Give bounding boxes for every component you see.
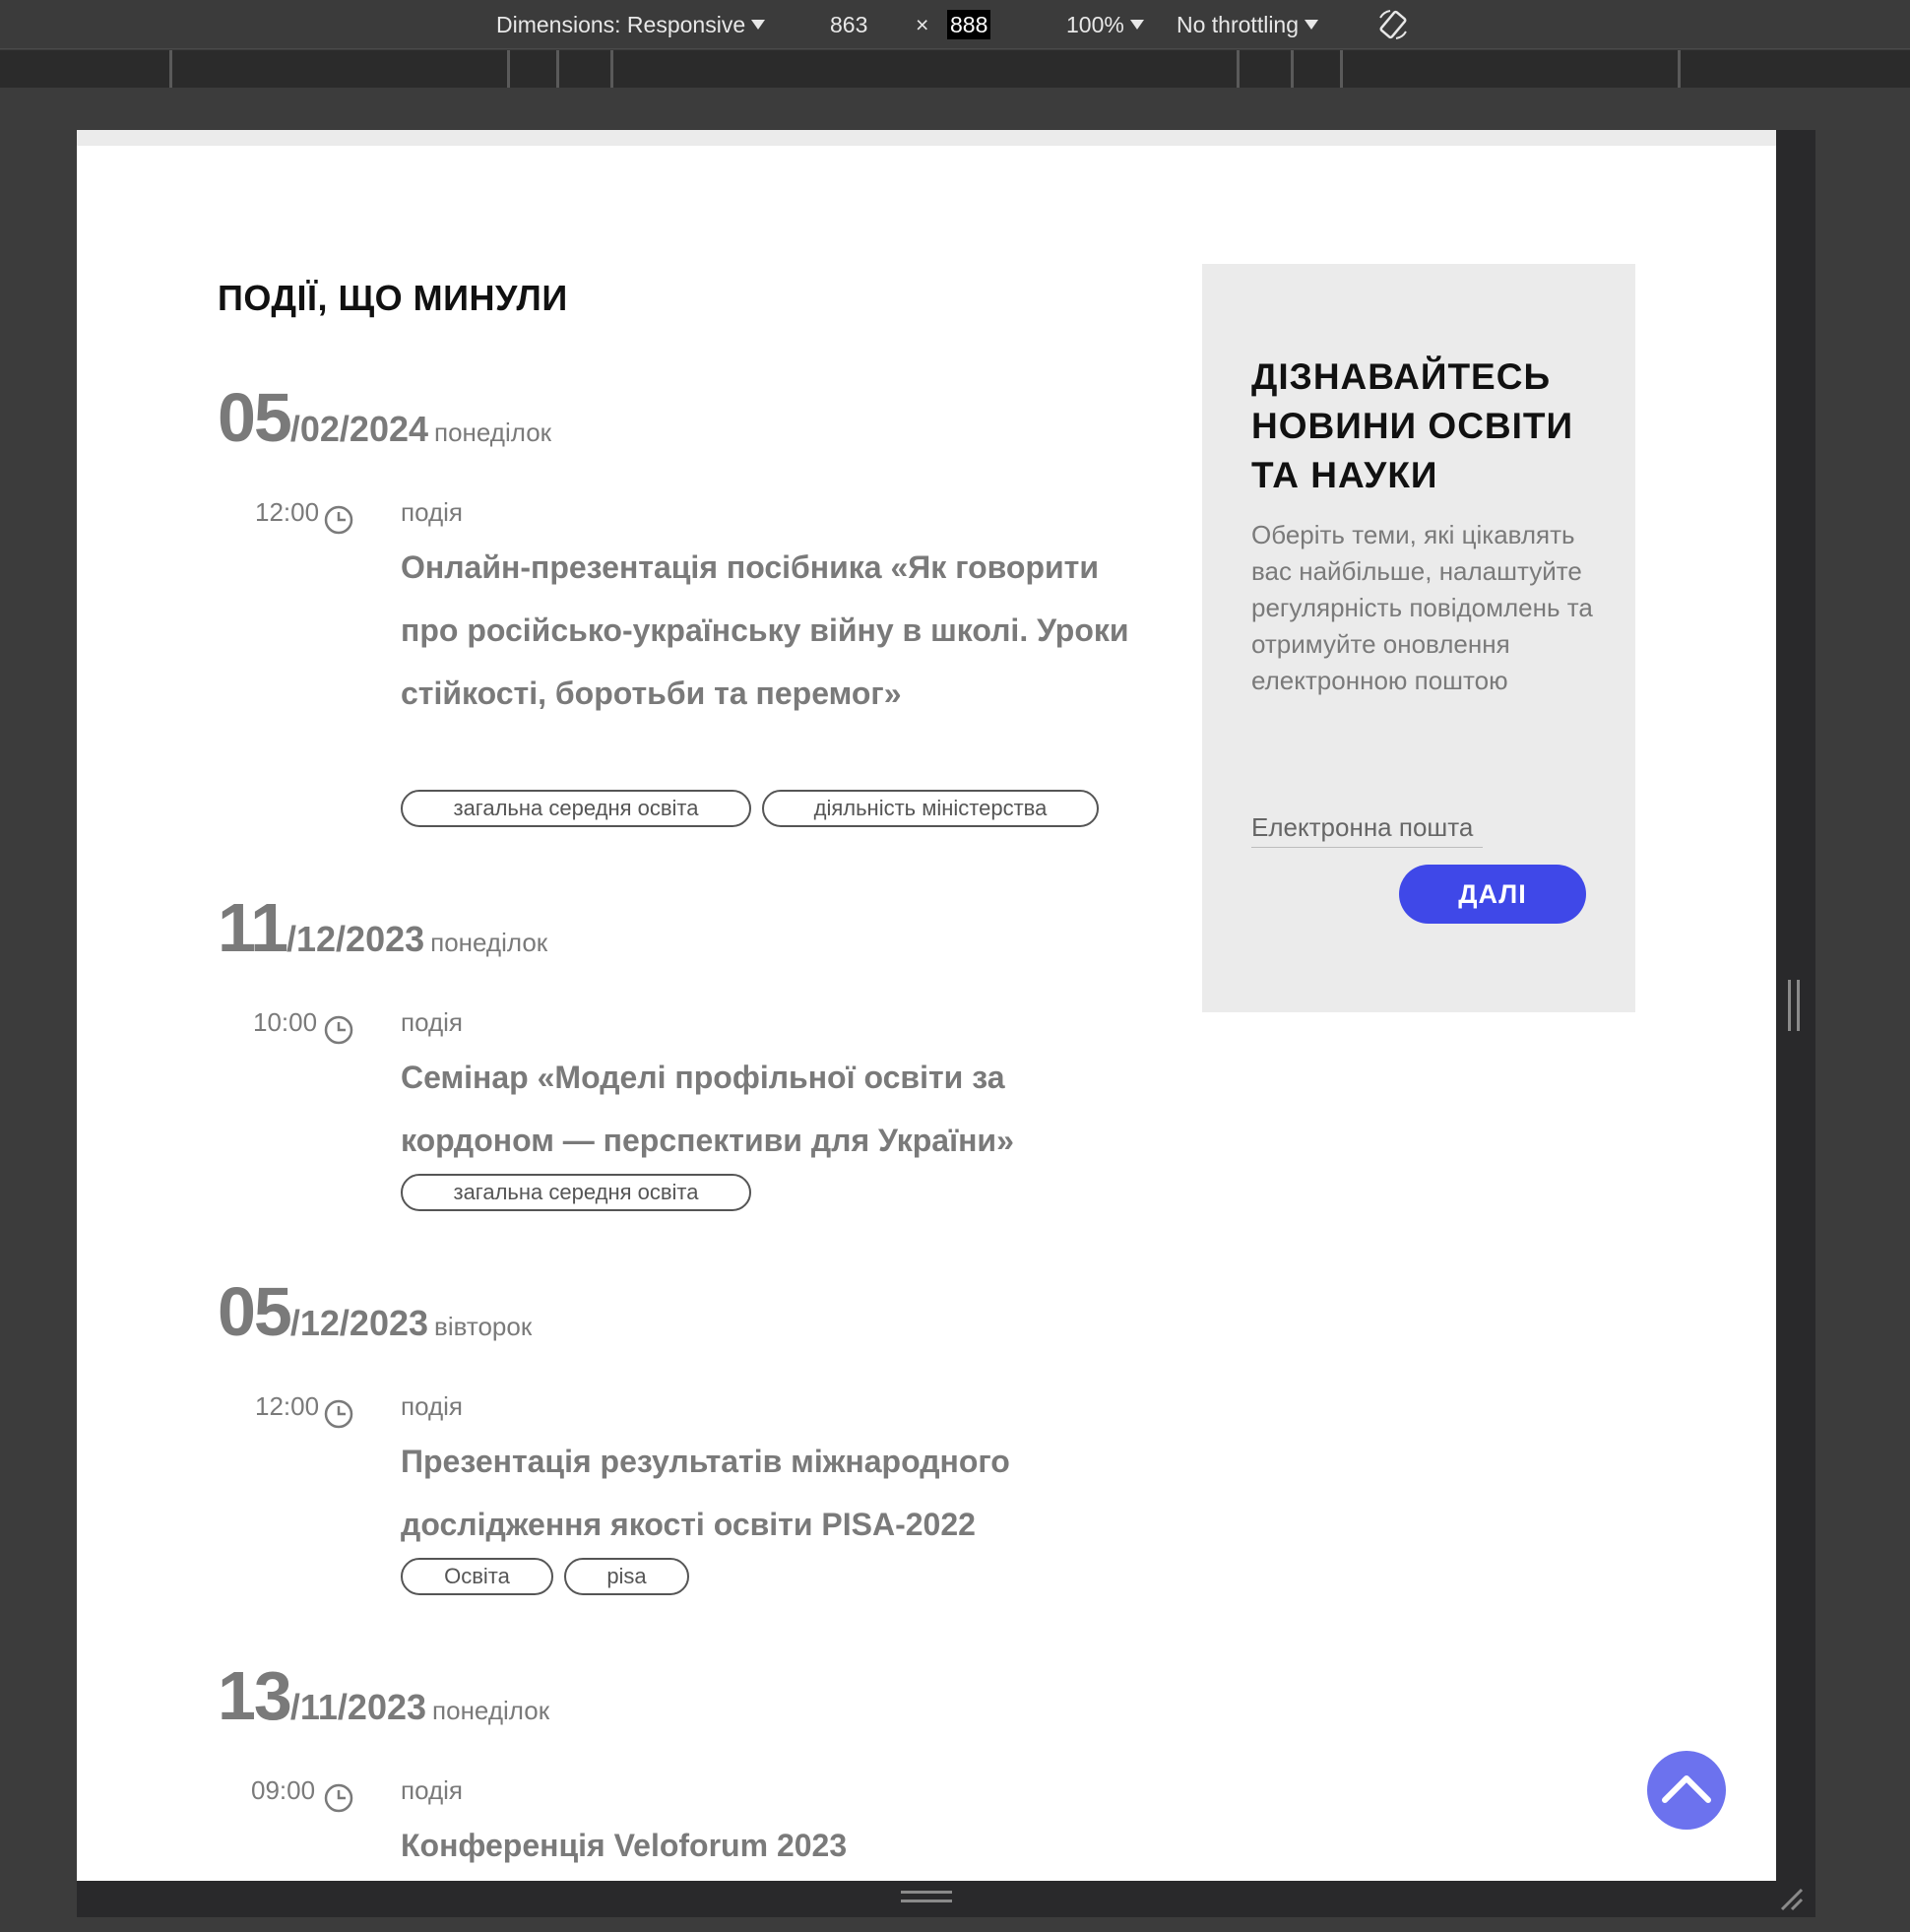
event-type: подія [401, 1775, 463, 1805]
event-date [218, 378, 551, 457]
event-day: 13 [218, 1657, 290, 1734]
newsletter-sidebar [1202, 264, 1635, 1012]
event-date [218, 1272, 532, 1351]
event-month-year: /02/2024 [289, 409, 429, 449]
event-time: 09:00 [251, 1775, 316, 1805]
rotate-icon[interactable] [1374, 8, 1412, 41]
event-day: 05 [218, 1273, 290, 1350]
ruler-tick [610, 50, 613, 88]
tag-chip[interactable]: діяльність міністерства [762, 790, 1099, 827]
ruler-tick [1291, 50, 1294, 88]
event-weekday: вівторок [434, 1312, 533, 1341]
width-value: 863 [830, 12, 868, 37]
event-date [218, 888, 547, 967]
ruler-tick [507, 50, 510, 88]
ruler-tick [556, 50, 559, 88]
media-query-ruler [0, 50, 1910, 88]
width-field[interactable] [827, 10, 870, 39]
event-title-link[interactable]: Онлайн-презентація посібника «Як говорити про російсько-українську війну в школі. Уроки стійкості, боротьби та перемог» [401, 549, 1129, 711]
chevron-up-icon [1647, 1751, 1726, 1830]
tag-chip[interactable]: загальна середня освіта [401, 790, 751, 827]
devtools-device-toolbar [0, 0, 1910, 49]
dimensions-dropdown[interactable] [496, 10, 765, 39]
event-month-year: /12/2023 [286, 919, 425, 959]
ruler-tick [1340, 50, 1343, 88]
page-title: ПОДІЇ, ЩО МИНУЛИ [218, 278, 568, 318]
dimensions-times: × [916, 12, 929, 37]
corner-resize-handle[interactable] [1778, 1886, 1804, 1911]
chevron-down-icon [751, 20, 765, 30]
throttling-dropdown[interactable] [1177, 10, 1318, 39]
zoom-label: 100% [1066, 12, 1124, 37]
tag-chip[interactable]: загальна середня освіта [401, 1174, 751, 1211]
event-day: 05 [218, 379, 290, 456]
tag-chip[interactable]: pisa [564, 1558, 689, 1595]
event-month-year: /11/2023 [289, 1687, 427, 1727]
newsletter-description: Оберіть теми, які цікавлять вас найбільше, налаштуйте регулярність повідомлень та отримуйте оновлення електронною поштою [1251, 520, 1593, 695]
height-value: 888 [947, 10, 990, 39]
ruler-tick [169, 50, 172, 88]
event-time: 12:00 [255, 1391, 320, 1421]
event-title-link[interactable]: Семінар «Моделі профільної освіти за кордоном — перспективи для України» [401, 1060, 1014, 1158]
clock-icon [323, 1782, 354, 1814]
throttling-label: No throttling [1177, 12, 1300, 37]
zoom-dropdown[interactable] [1066, 10, 1144, 39]
clock-icon [323, 504, 354, 536]
clock-icon [323, 1014, 354, 1046]
event-title-link[interactable]: Презентація результатів міжнародного дослідження якості освіти PISA-2022 [401, 1444, 1010, 1542]
event-weekday: понеділок [432, 1696, 550, 1725]
submit-button[interactable]: ДАЛІ [1399, 865, 1586, 924]
event-type: подія [401, 1007, 463, 1037]
page-viewport [77, 130, 1776, 1881]
event-month-year: /12/2023 [289, 1303, 429, 1343]
clock-icon [323, 1398, 354, 1430]
event-type: подія [401, 1391, 463, 1421]
ruler-tick [1237, 50, 1240, 88]
event-title-link[interactable]: Конференція Veloforum 2023 [401, 1828, 848, 1863]
chevron-down-icon [1130, 20, 1144, 30]
event-type: подія [401, 497, 463, 527]
side-resize-handle[interactable] [1788, 980, 1800, 1031]
ruler-tick [1678, 50, 1681, 88]
email-field[interactable] [1251, 808, 1483, 848]
scroll-to-top-button[interactable] [1647, 1751, 1726, 1830]
tag-chip[interactable]: Освіта [401, 1558, 553, 1595]
header-strip [77, 130, 1776, 146]
event-day: 11 [218, 889, 286, 966]
event-time: 12:00 [255, 497, 320, 527]
event-weekday: понеділок [434, 418, 552, 447]
event-time: 10:00 [253, 1007, 318, 1037]
bottom-resize-handle[interactable] [901, 1891, 952, 1902]
event-weekday: понеділок [430, 928, 548, 957]
newsletter-title: ДІЗНАВАЙТЕСЬ НОВИНИ ОСВІТИ ТА НАУКИ [1251, 356, 1574, 495]
height-field[interactable] [947, 10, 990, 39]
dimensions-label: Dimensions: Responsive [496, 12, 746, 37]
event-date [218, 1656, 549, 1735]
chevron-down-icon [1305, 20, 1318, 30]
